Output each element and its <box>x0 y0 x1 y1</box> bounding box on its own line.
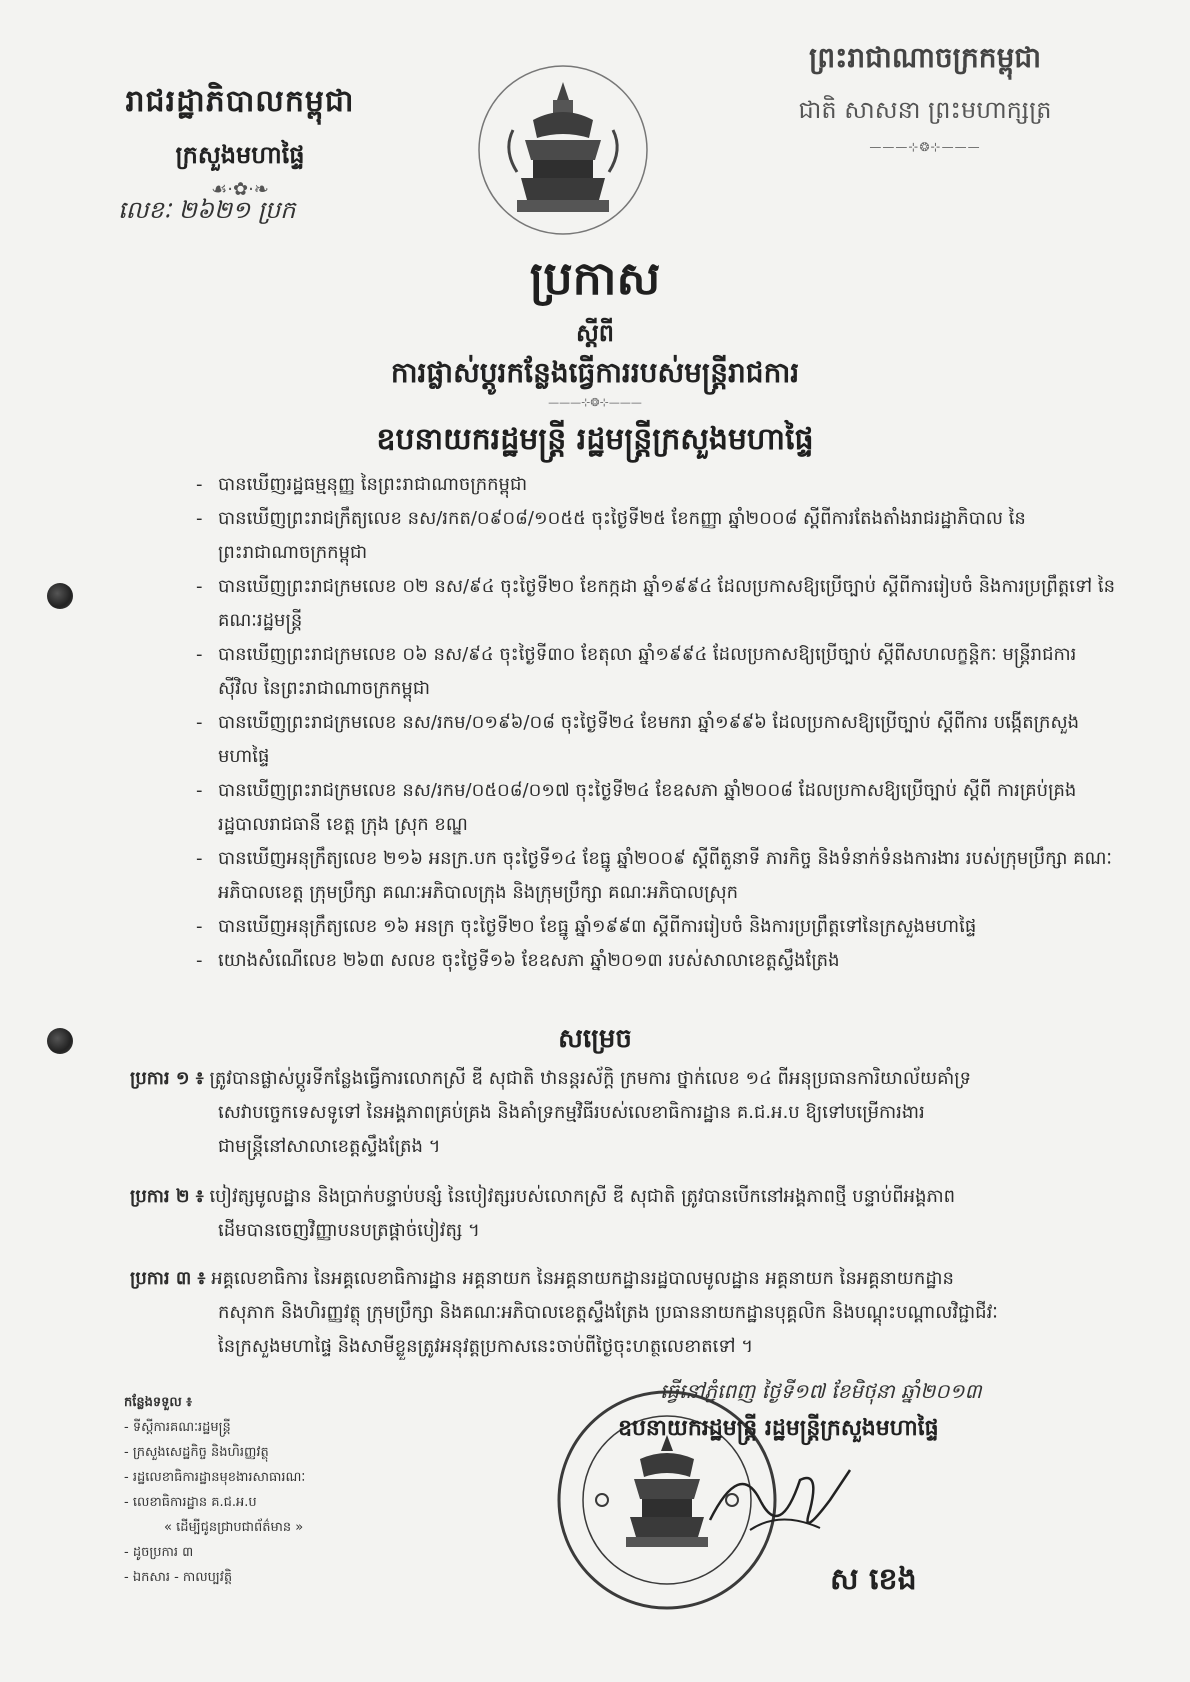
reference-number: លេខៈ ២៦២១ ប្រក <box>118 196 296 224</box>
distribution-item: - លេខាធិការដ្ឋាន គ.ជ.អ.ប <box>124 1495 257 1510</box>
signing-date: ធ្វើនៅភ្នំពេញ ថ្ងៃទី១៧ ខែមិថុនា ឆ្នាំ២០១៣ <box>660 1379 982 1403</box>
consideration-item: - បានឃើញព្រះរាជក្រមលេខ នស/រកម/០៥០៨/០១៧ ចុះថ្ងៃទី២៤ ខែឧសភា ឆ្នាំ២០០៨ ដែលប្រកាសឱ្យប្រើច្បាប់ ស្តីពី ការគ្រប់គ្រងរដ្ឋបាលរាជធានី ខេត្ត ក្រុង ស្រុក ខណ្ឌ <box>196 774 1116 842</box>
motto-divider: ———⊹❂⊹——— <box>869 140 981 154</box>
national-motto: ជាតិ សាសនា ព្រះមហាក្សត្រ <box>798 96 1052 124</box>
article-text-continued: ដើមបានចេញវិញ្ញាបនបត្រផ្តាច់បៀវត្ស ។ <box>218 1220 480 1241</box>
decision-heading: សម្រេច <box>558 1024 632 1054</box>
government-name: រាជរដ្ឋាភិបាលកម្ពុជា <box>125 84 355 119</box>
signer-title: ឧបនាយករដ្ឋមន្ត្រី រដ្ឋមន្ត្រីក្រសួងមហាផ្ទៃ <box>618 1416 939 1441</box>
document-subject: ការផ្លាស់ប្តូរកន្លែងធ្វើការរបស់មន្ត្រីរាជការ <box>390 356 800 389</box>
consideration-item: - បានឃើញរដ្ឋធម្មនុញ្ញ នៃព្រះរាជាណាចក្រកម្ពុជា <box>196 468 1116 502</box>
article-text-continued: សេវាបច្ចេកទេសទូទៅ នៃអង្គភាពគ្រប់គ្រង និងគាំទ្រកម្មវិធីរបស់លេខាធិការដ្ឋាន គ.ជ.អ.ប ឱ្យទៅបម្រើការងារ <box>218 1102 925 1123</box>
signer-name: ស ខេង <box>830 1562 917 1597</box>
ministry-name: ក្រសួងមហាផ្ទៃ <box>175 141 305 169</box>
distribution-item: - ក្រសួងសេដ្ឋកិច្ច និងហិរញ្ញវត្ថុ <box>124 1445 269 1460</box>
consideration-item: - បានឃើញអនុក្រឹត្យលេខ ២១៦ អនក្រ.បក ចុះថ្ងៃទី១៤ ខែធ្នូ ឆ្នាំ២០០៩ ស្តីពីតួនាទី ភារកិច្ច និងទំនាក់ទំនងការងារ របស់ក្រុមប្រឹក្សា គណៈអភិបាលខេត្ត ក្រុមប្រឹក្សា គណៈអភិបាលក្រុង និងក្រុមប្រឹក្សា គណៈអភិបាលស្រុក <box>196 842 1116 910</box>
distribution-title: កន្លែងទទួល ៖ <box>124 1395 193 1410</box>
distribution-item: - រដ្ឋលេខាធិការដ្ឋានមុខងារសាធារណៈ <box>124 1470 306 1485</box>
distribution-item: - ទីស្តីការគណៈរដ្ឋមន្ត្រី <box>124 1420 231 1435</box>
distribution-item: - ដូចប្រការ ៣ <box>124 1545 194 1560</box>
consideration-item: - បានឃើញព្រះរាជក្រមលេខ ០៦ នស/៩៤ ចុះថ្ងៃទី៣០ ខែតុលា ឆ្នាំ១៩៩៤ ដែលប្រកាសឱ្យប្រើច្បាប់ ស្តីពីសហលក្ខន្តិកៈ មន្ត្រីរាជការស៊ីវិល នៃព្រះរាជាណាចក្រកម្ពុជា <box>196 638 1116 706</box>
handwritten-signature <box>700 1440 860 1550</box>
distribution-note: « ដើម្បីជូនជ្រាបជាព័ត៌មាន » <box>164 1520 304 1535</box>
issuing-authority-header <box>110 82 370 200</box>
consideration-item: - យោងសំណើលេខ ២៦៣ សលខ ចុះថ្ងៃទី១៦ ខែឧសភា ឆ្នាំ២០១៣ របស់សាលាខេត្តស្ទឹងត្រែង <box>196 944 1116 978</box>
consideration-item: - បានឃើញអនុក្រឹត្យលេខ ១៦ អនក្រ ចុះថ្ងៃទី២០ ខែធ្នូ ឆ្នាំ១៩៩៣ ស្តីពីការរៀបចំ និងការប្រព្រឹត្តទៅនៃក្រសួងមហាផ្ទៃ <box>196 910 1116 944</box>
punch-hole-top <box>47 583 73 609</box>
issuer-title: ឧបនាយករដ្ឋមន្ត្រី រដ្ឋមន្ត្រីក្រសួងមហាផ្ទៃ <box>376 422 814 457</box>
consideration-item: - បានឃើញព្រះរាជក្រមលេខ នស/រកម/០១៩៦/០៨ ចុះថ្ងៃទី២៤ ខែមករា ឆ្នាំ១៩៩៦ ដែលប្រកាសឱ្យប្រើច្បាប់ ស្តីពីការ បង្កើតក្រសួងមហាផ្ទៃ <box>196 706 1116 774</box>
consideration-item: - បានឃើញព្រះរាជក្រឹត្យលេខ នស/រកត/០៩០៨/១០៥៥ ចុះថ្ងៃទី២៥ ខែកញ្ញា ឆ្នាំ២០០៨ ស្តីពីការតែងតាំងរាជរដ្ឋាភិបាល នៃព្រះរាជាណាចក្រកម្ពុជា <box>196 502 1116 570</box>
article-label: ប្រការ ២ ៖ <box>130 1186 204 1207</box>
article-text: អគ្គលេខាធិការ នៃអគ្គលេខាធិការដ្ឋាន អគ្គនាយក នៃអគ្គនាយកដ្ឋានរដ្ឋបាលមូលដ្ឋាន អគ្គនាយក នៃអគ្គនាយកដ្ឋាន <box>211 1268 954 1289</box>
article-text: បៀវត្សមូលដ្ឋាន និងប្រាក់បន្ទាប់បន្សំ នៃបៀវត្សរបស់លោកស្រី ឌី សុជាតិ ត្រូវបានបើកនៅអង្គភាពថ្មី បន្ទាប់ពីអង្គភាព <box>209 1186 956 1207</box>
consideration-item: - បានឃើញព្រះរាជក្រមលេខ ០២ នស/៩៤ ចុះថ្ងៃទី២០ ខែកក្កដា ឆ្នាំ១៩៩៤ ដែលប្រកាសឱ្យប្រើច្បាប់ ស្តីពីការរៀបចំ និងការប្រព្រឹត្តទៅ នៃគណៈរដ្ឋមន្ត្រី <box>196 570 1116 638</box>
article-label: ប្រការ ១ ៖ <box>130 1068 204 1089</box>
article-1 <box>130 1062 1110 1164</box>
subject-label: ស្តីពី <box>575 319 615 347</box>
subject-divider: ———⊹❂⊹——— <box>548 396 642 409</box>
distribution-item: - ឯកសារ - កាលប្បវត្តិ <box>124 1570 233 1585</box>
article-text-continued: ជាមន្ត្រីនៅសាលាខេត្តស្ទឹងត្រែង ។ <box>218 1136 441 1157</box>
article-label: ប្រការ ៣ ៖ <box>130 1268 206 1289</box>
considerations-list <box>196 468 1116 978</box>
document-type-title: ប្រកាស <box>529 251 661 305</box>
kingdom-header <box>770 40 1080 154</box>
article-text: ត្រូវបានផ្លាស់ប្តូរទីកន្លែងធ្វើការលោកស្រី ឌី សុជាតិ ឋានន្តរស័ក្តិ ក្រមការ ថ្នាក់លេខ ១៤ ពីអនុប្រធានការិយាល័យគាំទ្រ <box>209 1068 972 1089</box>
article-2 <box>130 1180 1110 1248</box>
article-text-continued: នៃក្រសួងមហាផ្ទៃ និងសាមីខ្លួនត្រូវអនុវត្តប្រកាសនេះចាប់ពីថ្ងៃចុះហត្ថលេខាតទៅ ។ <box>218 1336 754 1357</box>
kingdom-name: ព្រះរាជាណាចក្រកម្ពុជា <box>808 41 1041 74</box>
distribution-list <box>124 1390 384 1590</box>
article-text-continued: កសុភាក និងហិរញ្ញវត្ថុ ក្រុមប្រឹក្សា និងគណៈអភិបាលខេត្តស្ទឹងត្រែង ប្រធាននាយកដ្ឋានបុគ្គលិក និងបណ្តុះបណ្តាលវិជ្ជាជីវៈ <box>218 1302 998 1323</box>
ministry-emblem-icon <box>473 60 653 240</box>
article-3 <box>130 1262 1110 1364</box>
header-ornament: ☙·✿·❧ <box>211 179 269 200</box>
